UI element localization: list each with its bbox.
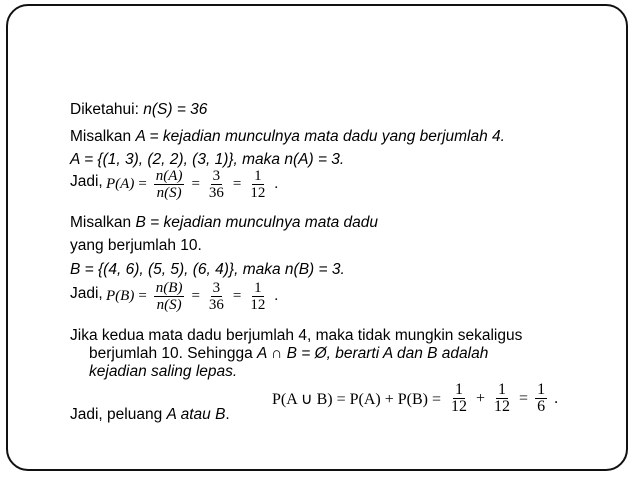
b-def-text: B = kejadian munculnya mata dadu [135, 214, 379, 231]
union-n2: 1 [498, 381, 507, 398]
final-prefix: Jadi, peluang [70, 406, 167, 423]
pa-den3: 12 [250, 185, 266, 201]
union-d2: 12 [494, 398, 511, 415]
pb-num2: 3 [212, 280, 221, 296]
union-formula [272, 382, 558, 415]
pb-den2: 36 [208, 297, 224, 313]
union-d1: 12 [451, 398, 468, 415]
b-set [70, 260, 345, 279]
pa-frac-1 [154, 168, 185, 201]
pa-num1: n(A) [155, 168, 183, 184]
given-line [70, 100, 207, 119]
union-frac-2 [492, 382, 512, 415]
final-line [70, 405, 230, 424]
b-definition-1 [70, 213, 378, 232]
union-frac-1 [449, 382, 469, 415]
union-lhs: P(A ∪ B) = P(A) + P(B) = [272, 390, 442, 408]
pb-frac-3 [248, 280, 267, 313]
pa-frac-2 [207, 168, 226, 201]
b-definition-2: yang berjumlah 10. [70, 237, 202, 254]
a-def-prefix: Misalkan [70, 128, 136, 145]
given-value: n(S) = 36 [143, 101, 208, 118]
conclusion-2b: A ∩ B = Ø, berarti A dan B adalah [257, 345, 489, 362]
conclusion-2a: berjumlah 10. Sehingga [89, 345, 258, 362]
jadi-1: Jadi, [70, 173, 103, 190]
union-n1: 1 [455, 381, 464, 398]
b-def-prefix: Misalkan [70, 214, 136, 231]
union-d3: 6 [537, 398, 546, 415]
pb-formula: P(B) = $\frac{n(B)}{n(S)}$ = $\frac{3}{36}$ = $\frac{1}{12}$ . [106, 280, 279, 313]
pa-end: . [274, 176, 279, 192]
union-end: . [554, 389, 559, 407]
conclusion-3: kejadian saling lepas. [89, 363, 238, 380]
union-eq: = [519, 389, 529, 407]
pb-lhs: P(B) [106, 288, 135, 304]
pa-num3: 1 [254, 168, 262, 184]
union-frac-3 [535, 382, 547, 415]
pb-frac-2 [207, 280, 226, 313]
final-italic: A atau B [166, 406, 226, 423]
pa-lhs: P(A) [106, 176, 135, 192]
pb-num3: 1 [254, 280, 262, 296]
conclusion-line-2 [89, 344, 488, 363]
union-plus: + [476, 389, 486, 407]
union-n3: 1 [537, 381, 546, 398]
given-label: Diketahui: [70, 101, 144, 118]
pb-num1: n(B) [155, 280, 183, 296]
b-set-text: B = {(4, 6), (5, 5), (6, 4)}, maka n(B) = 3. [70, 261, 345, 278]
pb-end: . [274, 288, 279, 304]
pa-den2: 36 [208, 185, 224, 201]
pb-den1: n(S) [156, 297, 182, 313]
pa-formula: P(A) = $\frac{n(A)}{n(S)}$ = $\frac{3}{36}$ = $\frac{1}{12}$ . [106, 168, 279, 201]
pa-num2: 3 [212, 168, 221, 184]
final-dot: . [225, 406, 230, 423]
conclusion-line-3 [89, 362, 237, 381]
a-set [70, 150, 344, 169]
pa-den1: n(S) [156, 185, 182, 201]
pb-den3: 12 [250, 297, 266, 313]
conclusion-line-1: Jika kedua mata dadu berjumlah 4, maka tidak mungkin sekaligus [70, 327, 523, 344]
jadi-2: Jadi, [70, 285, 103, 302]
pb-frac-1 [154, 280, 185, 313]
a-set-text: A = {(1, 3), (2, 2), (3, 1)}, maka n(A) = 3. [70, 151, 345, 168]
pa-frac-3 [248, 168, 267, 201]
a-def-text: A = kejadian munculnya mata dadu yang berjumlah 4. [135, 128, 505, 145]
a-definition [70, 127, 505, 146]
